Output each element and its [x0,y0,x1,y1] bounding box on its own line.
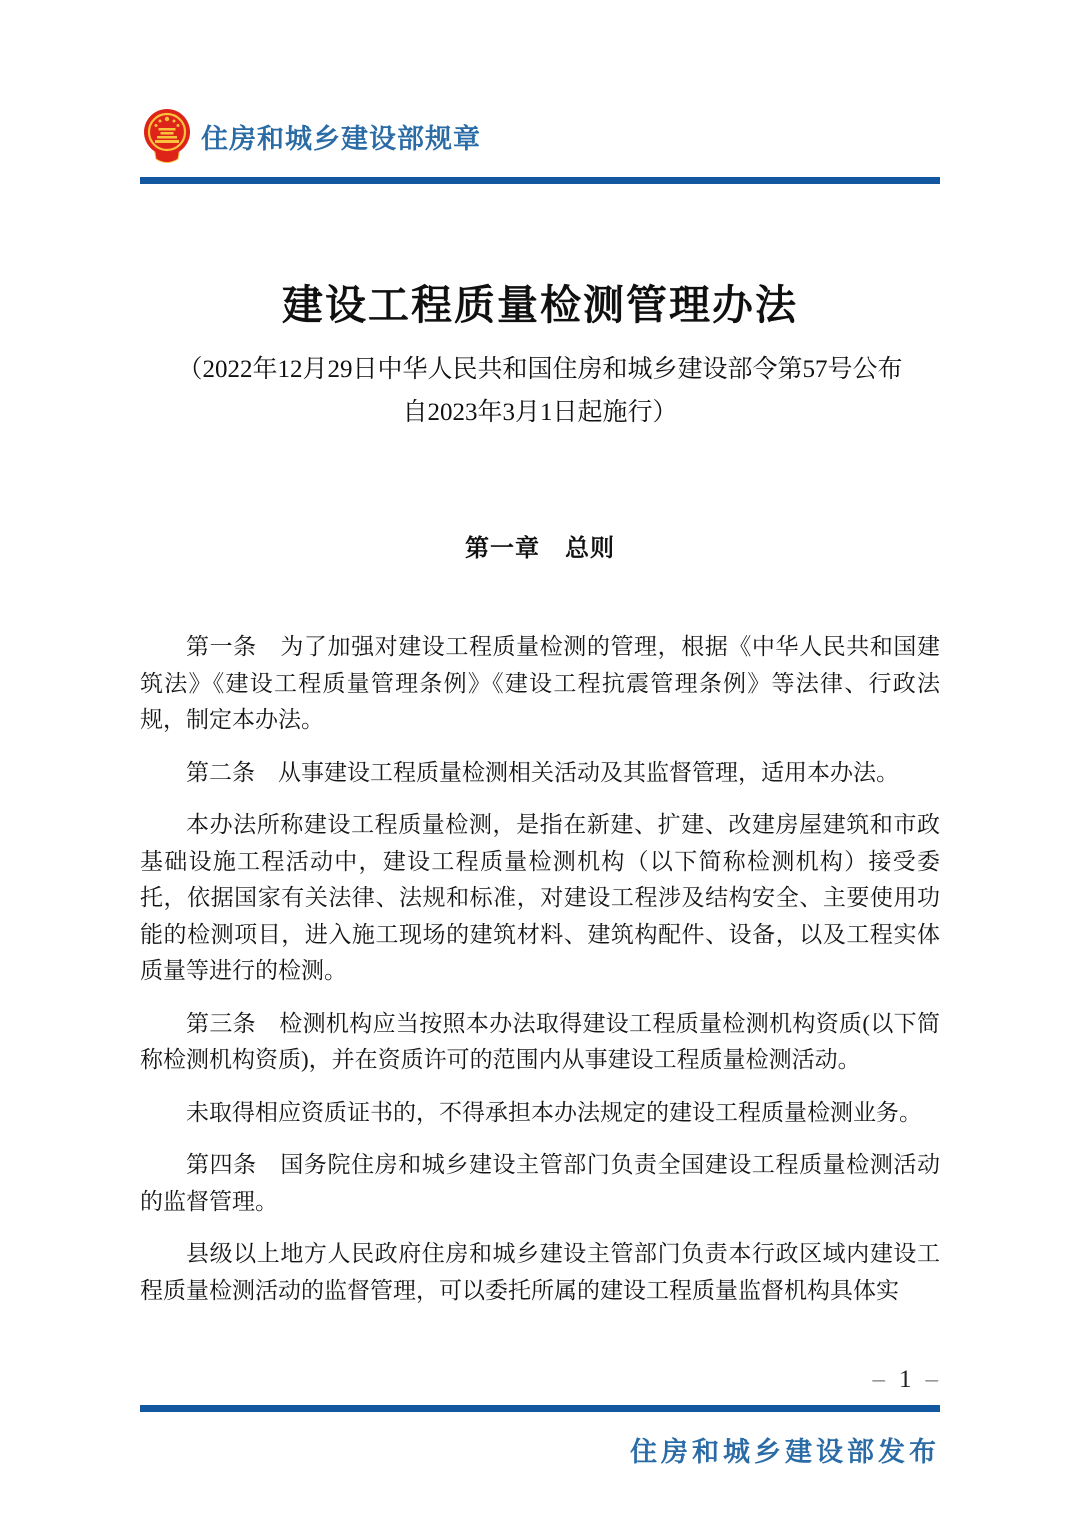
page-number-dash-left: – [872,1366,887,1393]
paragraph-article-4-continued: 县级以上地方人民政府住房和城乡建设主管部门负责本行政区域内建设工程质量检测活动的监督管理，可以委托所属的建设工程质量监督机构具体实 [140,1241,940,1303]
document-body [140,629,940,1325]
paragraph-article-2-definition: 本办法所称建设工程质量检测，是指在新建、扩建、改建房屋建筑和市政基础设施工程活动中，建设工程质量检测机构（以下简称检测机构）接受委托，依据国家有关法律、法规和标准，对建设工程涉及结构安全、主要使用功能的检测项目，进入施工现场的建筑材料、建筑构配件、设备，以及工程实体质量等进行的检测。 [140,812,940,983]
subtitle-line-2: 自2023年3月1日起施行） [402,399,678,426]
page-number [873,1366,941,1394]
footer-divider [140,1405,940,1412]
subtitle-line-1: （2022年12月29日中华人民共和国住房和城乡建设部令第57号公布 [177,356,903,383]
chapter-heading: 第一章 总则 [465,535,615,562]
national-emblem-icon [142,108,192,164]
header-agency-label: 住房和城乡建设部规章 [201,123,481,154]
page-number-value: 1 [899,1366,914,1393]
footer-publisher: 住房和城乡建设部发布 [630,1437,940,1467]
document-title: 建设工程质量检测管理办法 [282,282,798,328]
paragraph-article-3-continued: 未取得相应资质证书的，不得承担本办法规定的建设工程质量检测业务。 [186,1099,922,1125]
header-divider [140,177,940,184]
header [142,106,481,166]
document-subtitle [110,348,970,434]
paragraph-article-2: 第二条 从事建设工程质量检测相关活动及其监督管理，适用本办法。 [186,759,899,785]
paragraph-article-4: 第四条 国务院住房和城乡建设主管部门负责全国建设工程质量检测活动的监督管理。 [140,1152,940,1214]
paragraph-article-3: 第三条 检测机构应当按照本办法取得建设工程质量检测机构资质(以下简称检测机构资质)，并在资质许可的范围内从事建设工程质量检测活动。 [140,1010,940,1072]
page-number-dash-right: – [925,1366,940,1393]
paragraph-article-1: 第一条 为了加强对建设工程质量检测的管理，根据《中华人民共和国建筑法》《建设工程质量管理条例》《建设工程抗震管理条例》等法律、行政法规，制定本办法。 [140,634,940,732]
